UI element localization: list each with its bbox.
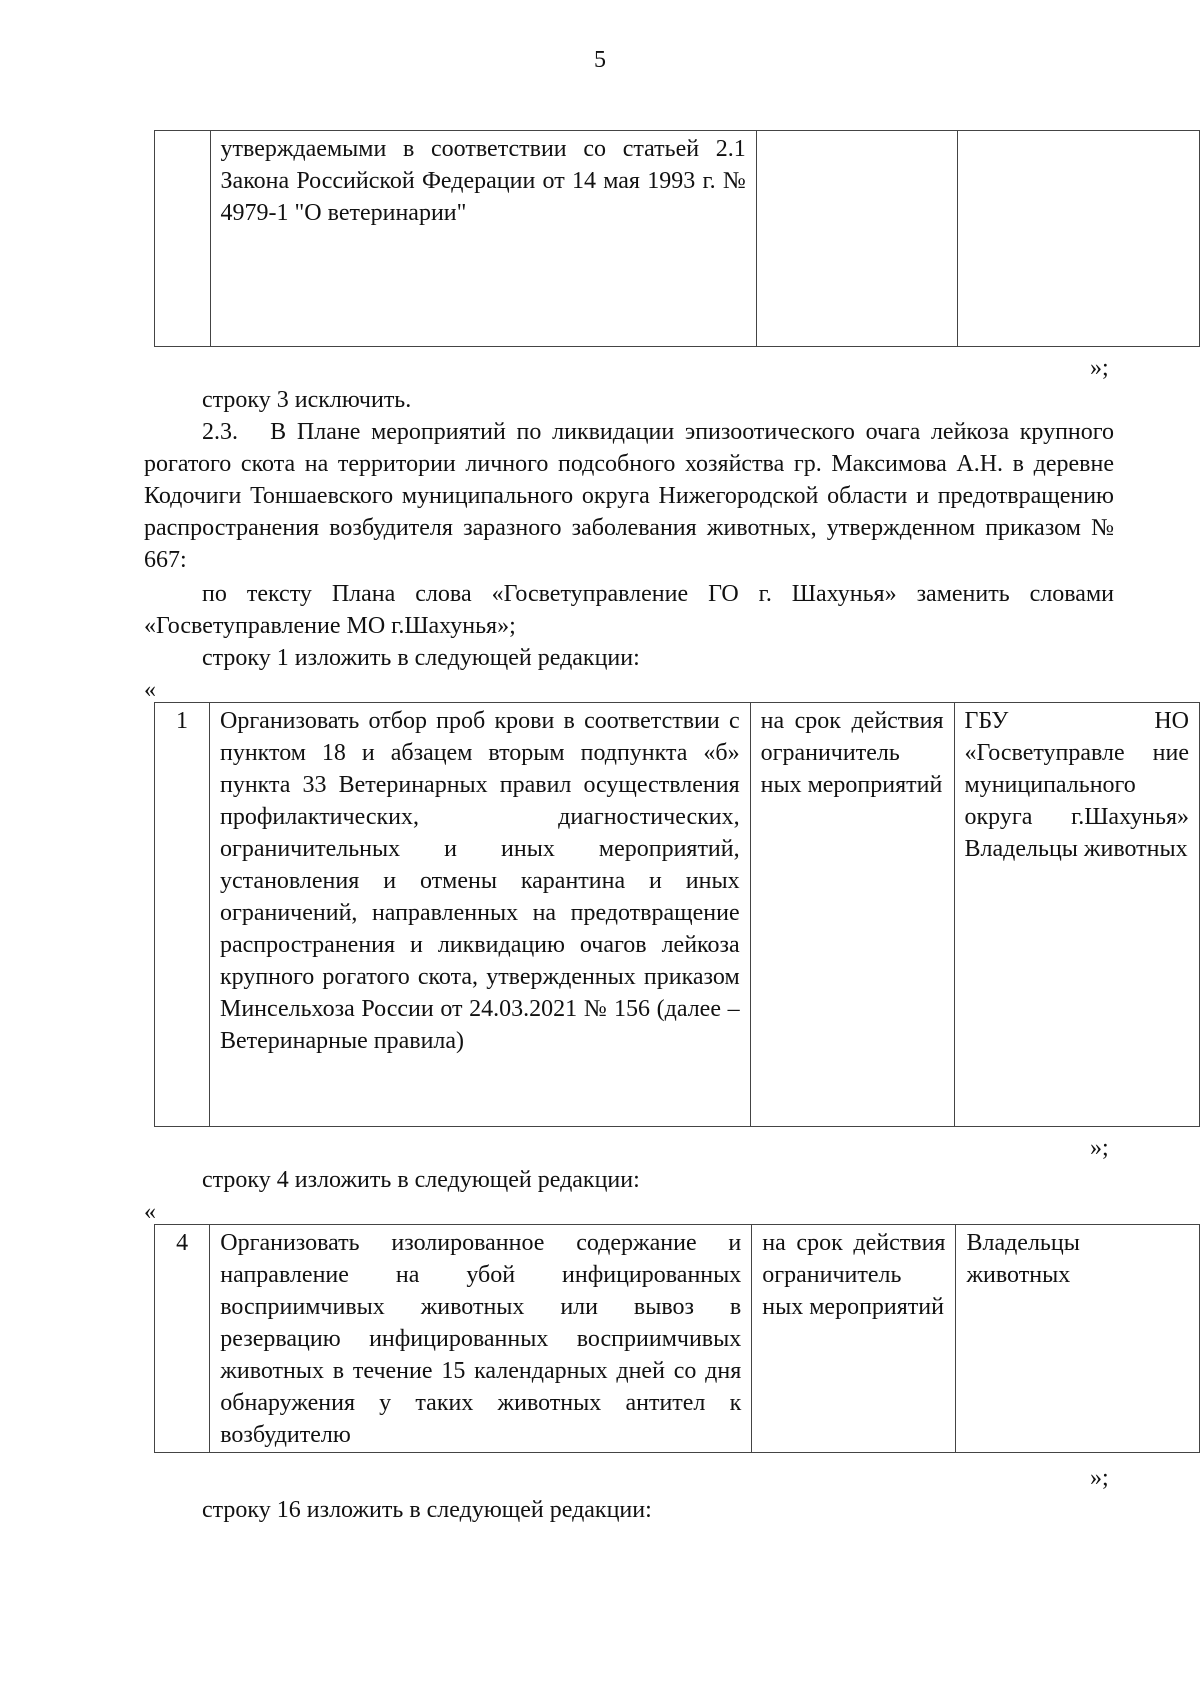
closing-quote: »; <box>1090 355 1109 381</box>
closing-quote: »; <box>1090 1465 1109 1491</box>
paragraph-row3: строку 3 исключить. <box>202 387 412 413</box>
closing-quote: »; <box>1090 1135 1109 1161</box>
paragraph-row16: строку 16 изложить в следующей редакции: <box>202 1497 652 1523</box>
table-row <box>155 131 1200 347</box>
cell-text: утверждаемыми в соответствии со статьей 2.1 Закона Российской Федерации от 14 мая 1993 г. № 4979-1 "О ветеринарии" <box>210 131 756 347</box>
table-row1 <box>154 702 1200 1127</box>
table-top <box>154 130 1200 347</box>
cell-number: 1 <box>155 703 210 1127</box>
paragraph-row4: строку 4 изложить в следующей редакции: <box>202 1167 640 1193</box>
page-number: 5 <box>594 47 606 73</box>
cell-responsible: Владельцы животных <box>956 1225 1200 1453</box>
cell-term <box>756 131 957 347</box>
cell-term: на срок действия ограничитель ных мероприятий <box>752 1225 956 1453</box>
table-row4-grid <box>154 1224 1200 1453</box>
table-row4 <box>154 1224 1200 1453</box>
cell-text: Организовать отбор проб крови в соответствии с пунктом 18 и абзацем вторым подпункта «б» пункта 33 Ветеринарных правил осуществления профилактических, диагностических, ограничительных и иных мероприятий, установления и отмены карантина и иных ограничений, направленных на предотвращение распространения и ликвидацию очагов лейкоза крупного рогатого скота, утвержденных приказом Минсельхоза России от 24.03.2021 № 156 (далее – Ветеринарные правила) <box>209 703 750 1127</box>
paragraph-2-3: 2.3. В Плане мероприятий по ликвидации эпизоотического очага лейкоза крупного рогатого скота на территории личного подсобного хозяйства гр. Максимова А.Н. в деревне Кодочиги Тоншаевского муниципального округа Нижегородской области и предотвращению распространения возбудителя заразного заболевания животных, утвержденном приказом № 667: <box>144 419 1114 573</box>
opening-quote: « <box>144 677 156 703</box>
cell-responsible: ГБУ НО «Госветуправле ние муниципального округа г.Шахунья» Владельцы животных <box>954 703 1199 1127</box>
cell-term: на срок действия ограничитель ных мероприятий <box>750 703 954 1127</box>
table-row1-grid <box>154 702 1200 1127</box>
opening-quote: « <box>144 1199 156 1225</box>
cell-text: Организовать изолированное содержание и направление на убой инфицированных восприимчивых животных или вывоз в резервацию инфицированных восприимчивых животных в течение 15 календарных дней со дня обнаружения у таких животных антител к возбудителю <box>210 1225 752 1453</box>
table-row <box>155 703 1200 1127</box>
cell-number: 4 <box>155 1225 210 1453</box>
cell-responsible <box>957 131 1199 347</box>
table-top-grid <box>154 130 1200 347</box>
paragraph-row1: строку 1 изложить в следующей редакции: <box>202 645 640 671</box>
table-row <box>155 1225 1200 1453</box>
paragraph-replace: по тексту Плана слова «Госветуправление ГО г. Шахунья» заменить словами «Госветуправление МО г.Шахунья»; <box>144 581 1114 639</box>
cell-number <box>155 131 211 347</box>
